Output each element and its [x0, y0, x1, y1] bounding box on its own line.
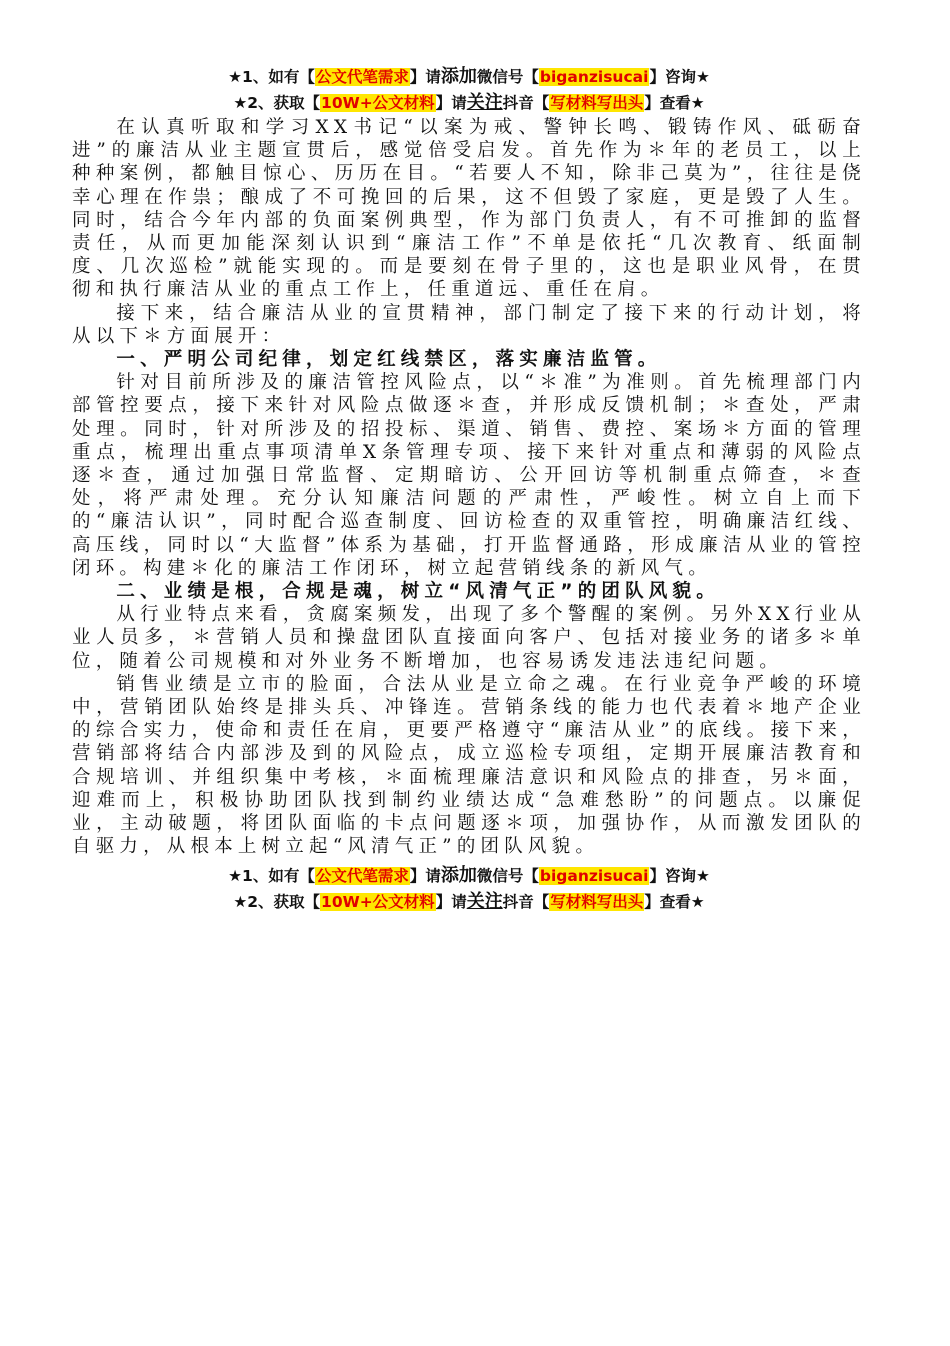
- section-heading-2: 二、业绩是根，合规是魂，树立“风清气正”的团队风貌。: [116, 581, 720, 603]
- promo-text: 】请: [435, 94, 467, 112]
- promo-text: 抖音【: [502, 94, 550, 112]
- promo-emphasis: 关注: [466, 92, 503, 113]
- promo-text: 】请: [435, 892, 467, 911]
- article-body: [72, 116, 866, 859]
- promo-text: 微信号【: [476, 866, 539, 885]
- wechat-id-highlight: biganzisucai: [539, 68, 649, 86]
- paragraph-section-1: 针对目前所涉及的廉洁管控风险点，以“＊准”为准则。首先梳理部门内部管控要点，接下来针对风险点做逐＊查，并形成反馈机制；＊查处，严肃处理。同时，针对所涉及的招投标、渠道、销售、费控、案场＊方面的管理重点，梳理出重点事项清单X条管理专项、接下来针对重点和薄弱的风险点逐＊查，通过加强日常监督、定期暗访、公开回访等机制重点筛查，＊查处，将严肃处理。充分认知廉洁问题的严肃性，严峻性。树立自上而下的“廉洁认识”，同时配合巡查制度、回访检查的双重管控，明确廉洁红线、高压线，同时以“大监督”体系为基础，打开监督通路，形成廉洁从业的管控闭环。构建＊化的廉洁工作闭环，树立起营销线条的新风气。: [72, 372, 866, 579]
- promo-line-1: [72, 64, 866, 90]
- promo-text: ★1、如有【: [228, 866, 315, 885]
- promo-text: 】请: [409, 866, 441, 885]
- promo-emphasis: 添加: [440, 66, 477, 87]
- section-heading-1: 一、严明公司纪律，划定红线禁区，落实廉洁监管。: [116, 349, 662, 371]
- paragraph-intro: 在认真听取和学习XX书记“以案为戒、警钟长鸣、锻铸作风、砥砺奋进”的廉洁从业主题宣贯后，感觉倍受启发。首先作为＊年的老员工，以上种种案例，都触目惊心、历历在目。“若要人不知，除非己莫为”，往往是侥幸心理在作祟；酿成了不可挽回的后果，这不但毁了家庭，更是毁了人生。同时，结合今年内部的负面案例典型，作为部门负责人，有不可推卸的监督责任，从而更加能深刻认识到“廉洁工作”不单是依托“几次教育、纸面制度、几次巡检”就能实现的。而是要刻在骨子里的，这也是职业风骨，在贯彻和执行廉洁从业的重点工作上，任重道远、重任在肩。: [72, 117, 866, 301]
- promo-text: 】咨询★: [649, 866, 710, 885]
- promo-line-1: [72, 863, 866, 889]
- promo-text: 】查看★: [644, 94, 705, 112]
- promo-text: ★2、获取【: [233, 892, 321, 911]
- promo-banner-top: [72, 64, 866, 116]
- paragraph-plan: 接下来，结合廉洁从业的宣贯精神，部门制定了接下来的行动计划，将从以下＊方面展开：: [72, 302, 866, 347]
- paragraph-section-2a: 从行业特点来看，贪腐案频发，出现了多个警醒的案例。另外XX行业从业人员多，＊营销人员和操盘团队直接面向客户、包括对接业务的诸多＊单位，随着公司规模和对外业务不断增加，也容易诱发违法违纪问题。: [72, 604, 866, 672]
- promo-line-2: [72, 889, 866, 915]
- wechat-id-highlight: biganzisucai: [539, 866, 649, 885]
- promo-text: 】请: [409, 68, 441, 86]
- douyin-account-highlight: 写材料写出头: [550, 94, 644, 112]
- promo-text: ★1、如有【: [228, 68, 315, 86]
- promo-highlight: 10W+公文材料: [321, 94, 435, 112]
- promo-emphasis: 添加: [440, 864, 477, 886]
- document-page: [72, 64, 866, 915]
- promo-line-2: [72, 90, 866, 116]
- promo-highlight: 公文代笔需求: [315, 866, 409, 885]
- promo-text: 微信号【: [476, 68, 539, 86]
- douyin-account-highlight: 写材料写出头: [550, 892, 644, 911]
- promo-highlight: 10W+公文材料: [321, 892, 435, 911]
- promo-text: 】咨询★: [649, 68, 710, 86]
- promo-text: ★2、获取【: [233, 94, 321, 112]
- promo-highlight: 公文代笔需求: [315, 68, 409, 86]
- promo-banner-bottom: [72, 863, 866, 915]
- promo-text: 】查看★: [644, 892, 705, 911]
- paragraph-section-2b: 销售业绩是立市的脸面，合法从业是立命之魂。在行业竞争严峻的环境中，营销团队始终是排头兵、冲锋连。营销条线的能力也代表着＊地产企业的综合实力，使命和责任在肩，更要严格遵守“廉洁从业”的底线。接下来，营销部将结合内部涉及到的风险点，成立巡检专项组，定期开展廉洁教育和合规培训、并组织集中考核，＊面梳理廉洁意识和风险点的排查，另＊面，迎难而上，积极协助团队找到制约业绩达成“急难愁盼”的问题点。以廉促业，主动破题，将团队面临的卡点问题逐＊项，加强协作，从而激发团队的自驱力，从根本上树立起“风清气正”的团队风貌。: [72, 673, 866, 858]
- promo-emphasis: 关注: [466, 890, 503, 912]
- promo-text: 抖音【: [502, 892, 550, 911]
